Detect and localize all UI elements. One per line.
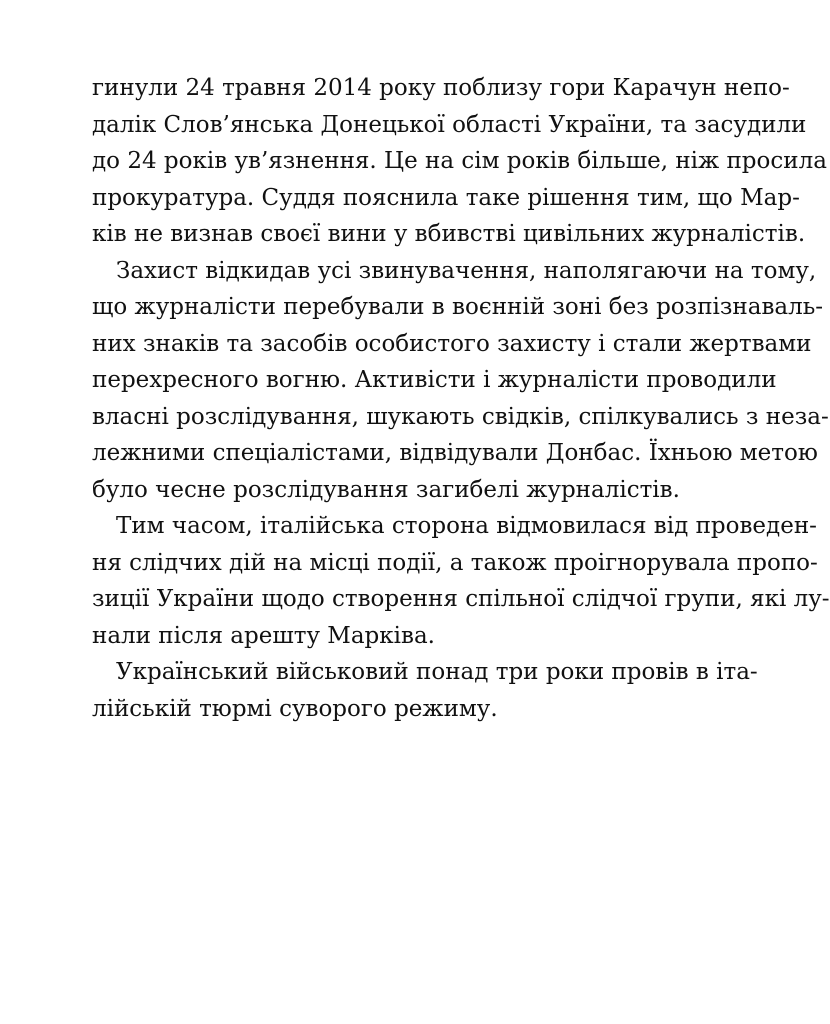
paragraph xyxy=(92,70,827,253)
text-line: що журналісти перебували в воєнній зоні без розпізнаваль- xyxy=(92,294,824,320)
text-line: нали після арешту Марківа. xyxy=(92,622,435,649)
text-line: ків не визнав своєї вини у вбивстві цивільних журналістів. xyxy=(92,221,806,247)
text-line: гинули 24 травня 2014 року поблизу гори Карачун непо- xyxy=(92,75,790,101)
paragraph xyxy=(92,253,829,509)
text-line: лійській тюрмі суворого режиму. xyxy=(92,695,498,722)
text-line: Тим часом, італійська сторона відмовилася від проведен- xyxy=(116,513,817,539)
page-body xyxy=(92,70,830,727)
text-line: зиції України щодо створення спільної слідчої групи, які лу- xyxy=(92,586,830,612)
paragraph xyxy=(92,654,758,727)
text-line: Український військовий понад три роки провів в іта- xyxy=(116,659,758,685)
paragraph xyxy=(92,508,830,654)
text-line: було чесне розслідування загибелі журналістів. xyxy=(92,476,680,503)
text-line: далік Слов’янська Донецької області України, та засудили xyxy=(92,111,807,138)
text-line: прокуратура. Суддя пояснила таке рішення тим, що Мар- xyxy=(92,184,800,211)
text-line: них знаків та засобів особистого захисту і стали жертвами xyxy=(92,330,812,357)
text-line: ня слідчих дій на місці події, а також проігнорувала пропо- xyxy=(92,549,818,576)
text-line: перехресного вогню. Активісти і журналісти проводили xyxy=(92,367,777,393)
text-line: лежними спеціалістами, відвідували Донбас. Їхньою метою xyxy=(92,440,818,466)
text-line: до 24 років ув’язнення. Це на сім років більше, ніж просила xyxy=(92,148,827,174)
text-line: власні розслідування, шукають свідків, спілкувались з неза- xyxy=(92,403,829,430)
text-line: Захист відкидав усі звинувачення, наполягаючи на тому, xyxy=(116,257,817,284)
